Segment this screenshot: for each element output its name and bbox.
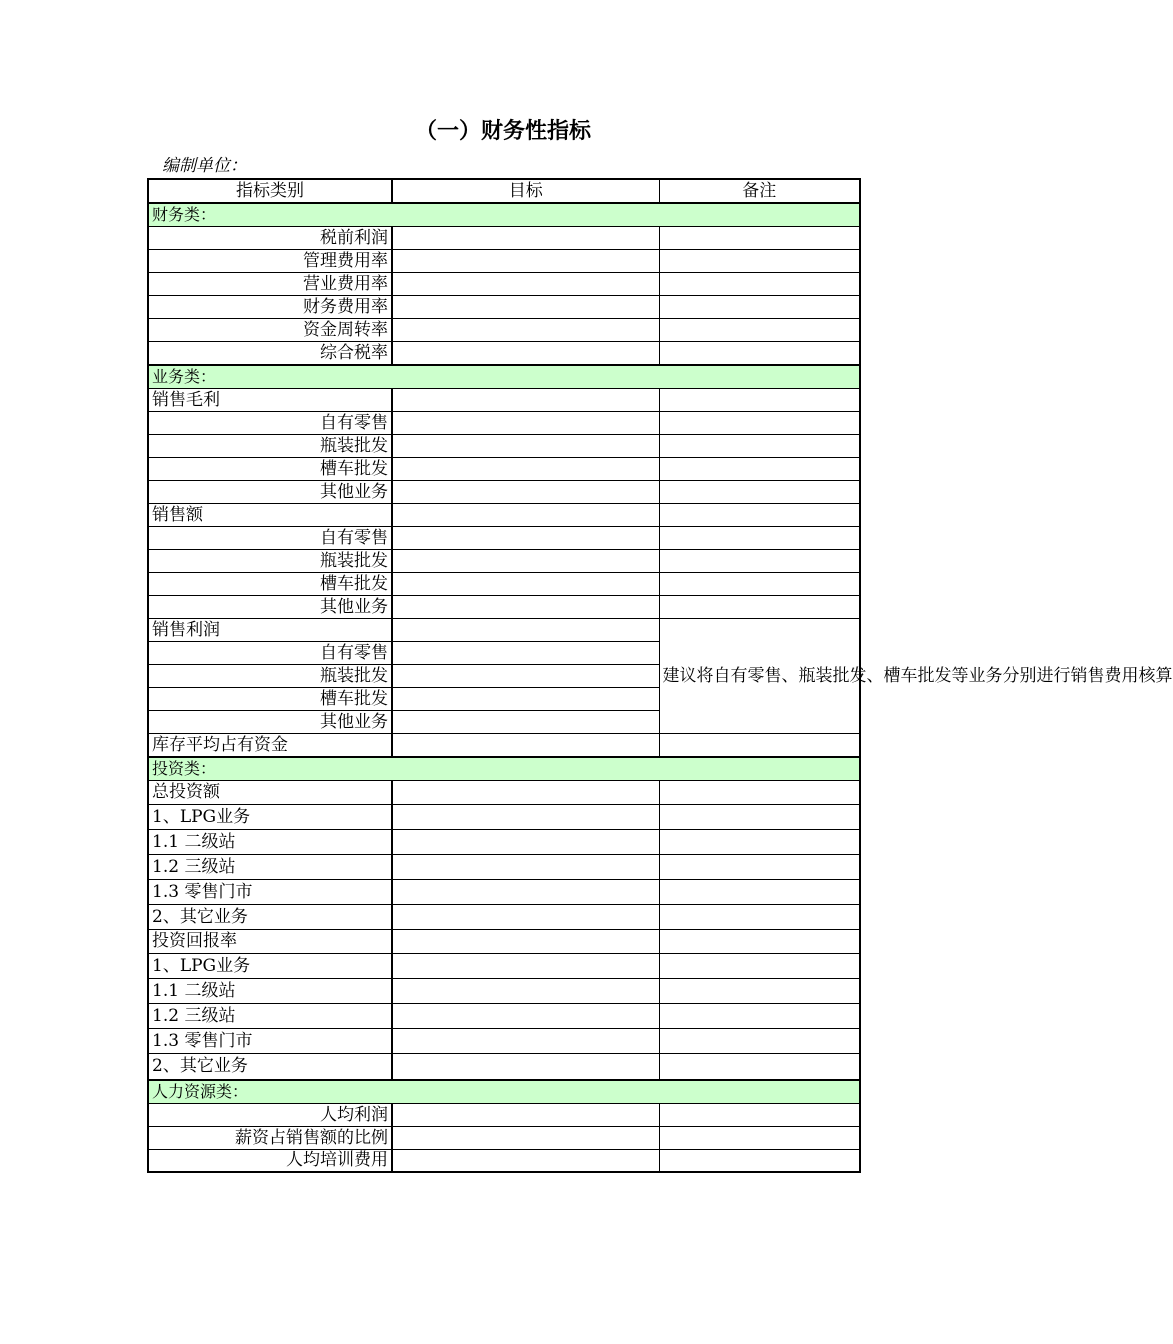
group-label: 总投资额 — [148, 780, 392, 804]
table-row — [148, 804, 860, 829]
header-target: 目标 — [392, 179, 659, 203]
target-cell[interactable] — [392, 978, 659, 1003]
remark-cell[interactable] — [659, 854, 860, 879]
section-label: 财务类： — [148, 203, 860, 226]
row-label: 瓶装批发 — [148, 664, 392, 687]
remark-cell[interactable] — [659, 503, 860, 526]
group-label: 销售毛利 — [148, 388, 392, 411]
target-cell[interactable] — [392, 503, 659, 526]
target-cell[interactable] — [392, 549, 659, 572]
table-row — [148, 1003, 860, 1028]
header-row — [148, 179, 860, 203]
row-label: 资金周转率 — [148, 318, 392, 341]
table-row — [148, 226, 860, 249]
row-label: 瓶装批发 — [148, 549, 392, 572]
row-label: 税前利润 — [148, 226, 392, 249]
target-cell[interactable] — [392, 953, 659, 978]
row-label: 1.2 三级站 — [148, 1003, 392, 1028]
remark-cell[interactable] — [659, 295, 860, 318]
table-row — [148, 854, 860, 879]
remark-cell[interactable] — [659, 272, 860, 295]
target-cell[interactable] — [392, 457, 659, 480]
row-label: 2、其它业务 — [148, 1053, 392, 1080]
row-label: 1.1 二级站 — [148, 829, 392, 854]
target-cell[interactable] — [392, 710, 659, 733]
table-row — [148, 733, 860, 757]
remark-cell[interactable] — [659, 929, 860, 953]
target-cell[interactable] — [392, 526, 659, 549]
row-label: 营业费用率 — [148, 272, 392, 295]
table-row — [148, 1103, 860, 1126]
table-row — [148, 1126, 860, 1149]
remark-cell[interactable] — [659, 226, 860, 249]
target-cell[interactable] — [392, 1103, 659, 1126]
table-row — [148, 953, 860, 978]
row-label: 1、LPG业务 — [148, 804, 392, 829]
target-cell[interactable] — [392, 272, 659, 295]
table-row — [148, 388, 860, 411]
remark-cell[interactable] — [659, 411, 860, 434]
target-cell[interactable] — [392, 411, 659, 434]
page-title: （一）财务性指标 — [414, 119, 591, 144]
target-cell[interactable] — [392, 687, 659, 710]
section-label: 投资类： — [148, 757, 860, 780]
target-cell[interactable] — [392, 572, 659, 595]
table-row — [148, 978, 860, 1003]
remark-cell[interactable] — [659, 1126, 860, 1149]
row-label: 薪资占销售额的比例 — [148, 1126, 392, 1149]
target-cell[interactable] — [392, 618, 659, 641]
section-label: 业务类： — [148, 365, 860, 388]
table-row — [148, 434, 860, 457]
row-label: 自有零售 — [148, 526, 392, 549]
table-row — [148, 1028, 860, 1053]
row-label: 1.1 二级站 — [148, 978, 392, 1003]
row-label: 其他业务 — [148, 710, 392, 733]
row-label: 1.2 三级站 — [148, 854, 392, 879]
target-cell[interactable] — [392, 318, 659, 341]
target-cell[interactable] — [392, 879, 659, 904]
remark-cell[interactable] — [659, 388, 860, 411]
remark-cell[interactable] — [659, 1053, 860, 1080]
target-cell[interactable] — [392, 929, 659, 953]
remark-cell[interactable] — [659, 733, 860, 757]
target-cell[interactable] — [392, 295, 659, 318]
target-cell[interactable] — [392, 854, 659, 879]
target-cell[interactable] — [392, 804, 659, 829]
remark-note: 建议将自有零售、瓶装批发、槽车批发等业务分别进行销售费用核算 — [659, 618, 860, 733]
remark-cell[interactable] — [659, 1003, 860, 1028]
table-row — [148, 904, 860, 929]
remark-cell[interactable] — [659, 457, 860, 480]
row-label: 自有零售 — [148, 641, 392, 664]
table-row — [148, 341, 860, 365]
table-row — [148, 618, 860, 641]
indicator-table — [147, 178, 1173, 1173]
remark-cell[interactable] — [659, 953, 860, 978]
target-cell[interactable] — [392, 1149, 659, 1172]
remark-cell[interactable] — [659, 572, 860, 595]
remark-cell[interactable] — [659, 249, 860, 272]
table-row — [148, 272, 860, 295]
row-label: 人均培训费用 — [148, 1149, 392, 1172]
table-row — [148, 572, 860, 595]
target-cell[interactable] — [392, 341, 659, 365]
table-row — [148, 457, 860, 480]
row-label: 1.3 零售门市 — [148, 1028, 392, 1053]
target-cell[interactable] — [392, 434, 659, 457]
table-row — [148, 1149, 860, 1172]
remark-cell[interactable] — [659, 879, 860, 904]
table-row — [148, 503, 860, 526]
row-label: 瓶装批发 — [148, 434, 392, 457]
row-label: 槽车批发 — [148, 457, 392, 480]
section-row-investment — [148, 757, 860, 780]
target-cell[interactable] — [392, 388, 659, 411]
remark-cell[interactable] — [659, 829, 860, 854]
section-row-finance — [148, 203, 860, 226]
target-cell[interactable] — [392, 1028, 659, 1053]
group-label: 投资回报率 — [148, 929, 392, 953]
remark-cell[interactable] — [659, 341, 860, 365]
target-cell[interactable] — [392, 733, 659, 757]
header-remarks: 备注 — [659, 179, 860, 203]
table-row — [148, 829, 860, 854]
table-row — [148, 879, 860, 904]
row-label: 财务费用率 — [148, 295, 392, 318]
target-cell[interactable] — [392, 904, 659, 929]
row-label: 其他业务 — [148, 595, 392, 618]
row-label: 人均利润 — [148, 1103, 392, 1126]
row-label: 1、LPG业务 — [148, 953, 392, 978]
table-row — [148, 549, 860, 572]
target-cell[interactable] — [392, 780, 659, 804]
section-row-hr — [148, 1080, 860, 1103]
section-row-business — [148, 365, 860, 388]
remark-cell[interactable] — [659, 904, 860, 929]
table-row — [148, 526, 860, 549]
target-cell[interactable] — [392, 480, 659, 503]
table-row — [148, 411, 860, 434]
table-row — [148, 929, 860, 953]
row-label: 2、其它业务 — [148, 904, 392, 929]
table-row — [148, 249, 860, 272]
row-label: 其他业务 — [148, 480, 392, 503]
remark-cell[interactable] — [659, 804, 860, 829]
table-row — [148, 295, 860, 318]
table-row — [148, 318, 860, 341]
row-label: 自有零售 — [148, 411, 392, 434]
remark-cell[interactable] — [659, 549, 860, 572]
group-label: 销售利润 — [148, 618, 392, 641]
remark-cell[interactable] — [659, 480, 860, 503]
table-row — [148, 1053, 860, 1080]
table-row — [148, 595, 860, 618]
target-cell[interactable] — [392, 641, 659, 664]
table-row — [148, 480, 860, 503]
remark-cell[interactable] — [659, 595, 860, 618]
unit-label: 编制单位： — [162, 156, 247, 176]
row-label: 库存平均占有资金 — [148, 733, 392, 757]
row-label: 1.3 零售门市 — [148, 879, 392, 904]
header-category: 指标类别 — [148, 179, 392, 203]
remark-cell[interactable] — [659, 526, 860, 549]
target-cell[interactable] — [392, 226, 659, 249]
target-cell[interactable] — [392, 1053, 659, 1080]
remark-cell[interactable] — [659, 1028, 860, 1053]
table-row — [148, 780, 860, 804]
remark-cell[interactable] — [659, 1149, 860, 1172]
group-label: 销售额 — [148, 503, 392, 526]
target-cell[interactable] — [392, 829, 659, 854]
remark-cell[interactable] — [659, 434, 860, 457]
remark-cell[interactable] — [659, 318, 860, 341]
target-cell[interactable] — [392, 664, 659, 687]
section-label: 人力资源类： — [148, 1080, 860, 1103]
row-label: 管理费用率 — [148, 249, 392, 272]
remark-cell[interactable] — [659, 978, 860, 1003]
target-cell[interactable] — [392, 595, 659, 618]
target-cell[interactable] — [392, 1003, 659, 1028]
remark-cell[interactable] — [659, 780, 860, 804]
remark-cell[interactable] — [659, 1103, 860, 1126]
target-cell[interactable] — [392, 1126, 659, 1149]
row-label: 槽车批发 — [148, 687, 392, 710]
row-label: 槽车批发 — [148, 572, 392, 595]
target-cell[interactable] — [392, 249, 659, 272]
row-label: 综合税率 — [148, 341, 392, 365]
